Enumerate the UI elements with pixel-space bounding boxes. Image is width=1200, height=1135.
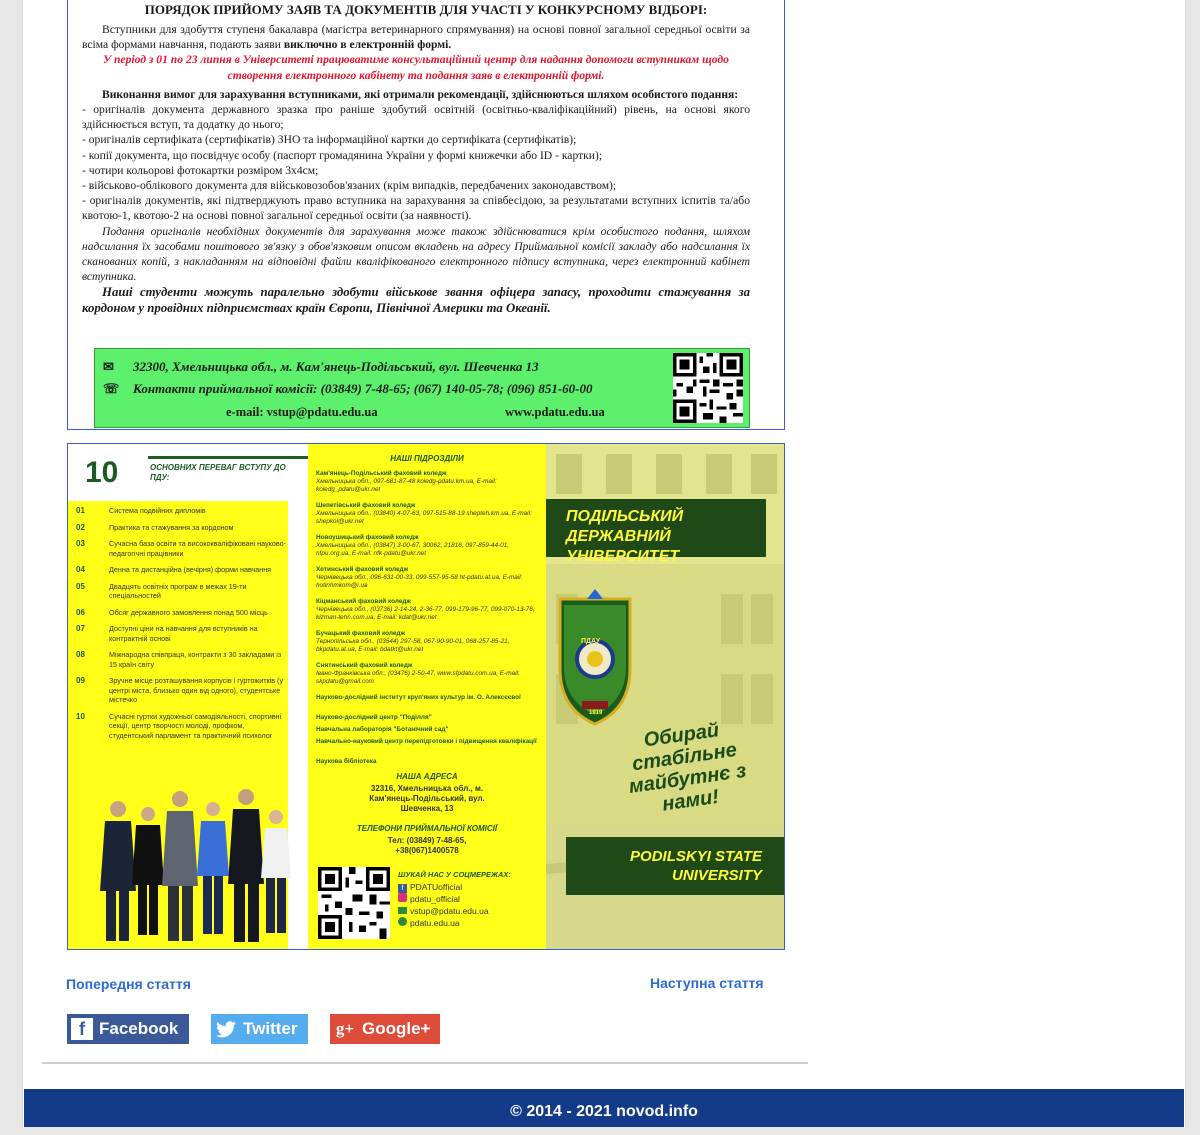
university-name-ua: ПОДІЛЬСЬКИЙ ДЕРЖАВНИЙ УНІВЕРСИТЕТ — [546, 499, 766, 557]
unit-info: Чернівецька обл., 096-631-00-33, 099-557-95-58 ht-pdatu.at.ua, E-mail: hotinhmkom@i.ua — [316, 573, 523, 589]
poster-title: ПОРЯДОК ПРИЙОМУ ЗАЯВ ТА ДОКУМЕНТІВ ДЛЯ УЧАСТІ У КОНКУРСНОМУ ВІДБОРІ: — [144, 2, 708, 17]
advantage-number: 10 — [76, 711, 85, 721]
footer — [24, 1089, 1184, 1127]
poster-doc-list — [82, 102, 750, 224]
advantage-item — [76, 608, 296, 618]
unit-item — [316, 726, 541, 734]
advantage-text: Денна та дистанційна (вечірня) форми навчання — [109, 565, 272, 574]
contacts-line: ☏ Контакти приймальної комісії: (03849) 7-48-65; (067) 140-05-78; (096) 851-60-00 — [103, 381, 593, 396]
advantage-number: 03 — [76, 539, 85, 548]
advantage-text: Зручне місце розташування корпусів і гуртожитків (у центрі міста, близько один від одного), студентське містечко — [109, 676, 284, 704]
qr-code-icon — [673, 353, 743, 423]
unit-item — [316, 630, 541, 653]
twitter-icon — [215, 1018, 237, 1040]
advantage-number: 02 — [76, 522, 85, 532]
phones-title: ТЕЛЕФОНИ ПРИЙМАЛЬНОЇ КОМІСІЇ — [356, 824, 498, 833]
advantage-text: Двадцять освітніх програм в межах 19-ти спеціальностей — [109, 581, 247, 600]
poster-doc-item: - оригіналів документа державного зразка про раніше здобутий освітній (освітньо-кваліфікаційний) рівень, на основі якого здійснюється вступ, та додатку до нього; — [82, 103, 750, 132]
university-name-en: PODILSKYI STATE UNIVERSITY — [566, 837, 784, 895]
units-column — [308, 444, 546, 949]
unit-name: Новоушицький фаховий коледж — [316, 534, 419, 541]
address-text: 32316, Хмельницька обл., м. Кам'янець-Подільський, вул. Шевченка, 13 — [369, 784, 485, 813]
advantage-text: Практика та стажування за кордоном — [109, 522, 234, 532]
advantage-text: Сучасна база освіти та висококваліфіковані науково-педагогічні працівники — [109, 539, 287, 558]
advantage-number: 06 — [76, 607, 85, 617]
advantage-text: Доступні ціни на навчання для вступників на контрактній основі — [109, 624, 258, 643]
poster-paragraph: Вступники для здобуття ступеня бакалавра (магістра ветеринарного спрямування) на основі повної загальної середньої освіти за всіма формами навчання, подають заяви виключно в електронній формі. — [82, 23, 750, 52]
unit-info: Івано-Франківська обл., (03476) 2-50-47, www.sfpdatu.com.ua, E-mail: skpdatu@gmail.com — [316, 669, 520, 685]
unit-name: Хотинський фаховий коледж — [316, 566, 409, 573]
qr-code-icon — [318, 867, 390, 939]
university-emblem — [560, 589, 630, 724]
instagram-icon — [398, 893, 407, 902]
unit-info: Хмельницька обл., (03840) 4-07-63, 097-515-88-19 shepteh.km.ua, E-mail: shepkol@ukr.net — [316, 509, 532, 525]
unit-name: Наукова бібліотека — [316, 758, 377, 765]
unit-info: Хмельницька обл., 097-681-87-48 koledg-pdatu.km.ua, E-mail: koledg_pdatu@ukr.net — [316, 477, 497, 493]
unit-item — [316, 714, 541, 722]
advantages-count: 10 — [85, 456, 119, 489]
unit-name: Бучацький фаховий коледж — [316, 630, 405, 637]
unit-name: Науково-дослідний центр "Поділля" — [316, 714, 432, 721]
advantage-number: 01 — [76, 506, 85, 515]
unit-name: Навчальна лабораторія "Ботанічний сад" — [316, 726, 449, 733]
poster-paragraph-bold: Наші студенти можуть паралельно здобути військове звання офіцера запасу, проходити стажування за кордоном у провідних підприємствах країн Європи, Північної Америки та Океанії. — [82, 285, 750, 316]
previous-article-link[interactable]: Попередня стаття — [66, 976, 191, 992]
poster-doc-item: - оригіналів документів, які підтверджують право вступника на зарахування за співбесідою, за результатами вступних іспитів та/або квотою-1, квотою-2 на основі повної загальної середньої освіти (за наявності). — [82, 194, 750, 223]
advantage-text: Міжнародна співпраця, контракти з 30 закладами із 15 країн світу — [109, 650, 282, 669]
advantage-item — [76, 650, 296, 669]
unit-info: Чернівецька обл., (03736) 2-14-24, 2-36-77, 099-179-96-77, 099-070-13-76, kizman-tehn.com.ua, E-mail: kdat@ukr.net — [316, 605, 535, 621]
social-instagram: pdatu_official — [398, 893, 511, 905]
unit-item — [316, 662, 541, 685]
university-brochure-image — [67, 443, 785, 950]
emblem-label: ПДАУ — [581, 638, 601, 645]
unit-item — [316, 598, 541, 621]
advantage-number: 07 — [76, 624, 85, 633]
unit-info: Тернопільська обл., (03544) 297-58, 067-90-90-01, 068-257-85-21, bkpdatu.at.ua, E-mail: bdatkt@ukr.net — [316, 637, 510, 653]
unit-item — [316, 566, 541, 589]
admission-poster-image — [67, 0, 785, 430]
next-article-link[interactable]: Наступна стаття — [650, 975, 764, 991]
advantage-text: Сучасні гуртки художньої самодіяльності, спортивні секції, центр творчості молоді, профком, студентський парламент та практичний психолог — [109, 711, 282, 740]
unit-name: Кіцманський фаховий коледж — [316, 598, 411, 605]
advantages-column — [68, 444, 308, 949]
advantage-item — [76, 523, 296, 533]
students-photo — [88, 769, 298, 949]
unit-item — [316, 534, 541, 557]
phones-text: Тел: (03849) 7-48-65, +38(067)1400578 — [387, 836, 467, 855]
poster-doc-item: - чотири кольорові фотокартки розміром 3х4см; — [82, 163, 319, 177]
email-text: e-mail: vstup@pdatu.edu.ua — [226, 405, 378, 419]
units-title: НАШІ ПІДРОЗДІЛИ — [390, 454, 464, 463]
poster-doc-item: - оригіналів сертифіката (сертифікатів) ЗНО та інформаційної картки до сертифіката (сертифікатів); — [82, 133, 577, 147]
social-block — [398, 869, 511, 929]
advantage-item — [76, 624, 296, 643]
poster-body — [82, 22, 750, 316]
twitter-share-button[interactable]: Twitter — [211, 1014, 308, 1044]
phone-icon: ☏ — [103, 381, 120, 396]
facebook-icon: f — [71, 1018, 93, 1040]
envelope-icon: ✉ — [103, 359, 114, 374]
web-icon — [398, 917, 407, 926]
advantages-header: ОСНОВНИХ ПЕРЕВАГ ВСТУПУ ДО ПДУ: — [150, 463, 286, 482]
social-web: pdatu.edu.ua — [398, 917, 511, 929]
advantage-number: 08 — [76, 650, 85, 659]
emblem-year: 1919 — [589, 710, 603, 716]
advantage-item — [76, 712, 296, 741]
poster-paragraph: Виконання вимог для зарахування вступниками, які отримали рекомендації, здійснюються шляхом особистого подання: — [102, 87, 739, 101]
advantage-text: Обсяг державного замовлення понад 500 місць — [109, 607, 268, 617]
slogan-text: Обирай стабільне майбутнє з нами! — [627, 719, 748, 816]
unit-name: Навчально-науковий центр перепідготовки і підвищення кваліфікації — [316, 738, 537, 745]
advantage-text: Система подвійних дипломів — [109, 506, 206, 515]
unit-item — [316, 470, 541, 493]
unit-name: Снятинський фаховий коледж — [316, 662, 413, 669]
divider — [148, 456, 308, 459]
unit-name: Кам'янець-Подільський фаховий коледж — [316, 470, 447, 477]
google-plus-share-button[interactable]: g+ Google+ — [330, 1014, 440, 1044]
university-cover-column — [546, 444, 784, 949]
google-plus-icon: g+ — [335, 1019, 355, 1038]
social-facebook: f PDATUofficial — [398, 881, 511, 893]
website-text: www.pdatu.edu.ua — [505, 405, 605, 419]
unit-name: Шепетівський фаховий коледж — [316, 502, 416, 509]
unit-info: Хмельницька обл., (03847) 3-00-67, 30062, 21816, 097-859-44-01, nfpu.org.ua, E-mail: nfk-pdatu@ukr.net — [316, 541, 510, 557]
advantage-item — [76, 565, 296, 575]
advantages-list — [76, 506, 296, 747]
unit-name: Науково-дослідний інститут круп'яних культур ім. О. Алексєєвої — [316, 694, 521, 701]
copyright-text: © 2014 - 2021 novod.info — [510, 1103, 698, 1120]
advantage-number: 09 — [76, 676, 85, 685]
poster-red-notice: У період з 01 по 23 липня в Університеті працюватиме консультаційний центр для надання допомоги вступникам щодо створення електронного кабінету та подання заяв в електронній формі. — [103, 53, 729, 82]
advantage-item — [76, 676, 296, 705]
address-title: НАША АДРЕСА — [396, 772, 458, 781]
social-email: vstup@pdatu.edu.ua — [398, 905, 511, 917]
envelope-icon — [398, 907, 407, 914]
advantage-item — [76, 582, 296, 601]
advantage-item — [76, 506, 296, 516]
poster-doc-item: - копії документа, що посвідчує особу (паспорт громадянина України у формі книжечки або ID - картки); — [82, 148, 603, 162]
advantage-number: 04 — [76, 565, 85, 574]
unit-item — [316, 694, 541, 702]
contact-box — [94, 348, 750, 428]
social-title: ШУКАЙ НАС У СОЦМЕРЕЖАХ: — [398, 870, 511, 879]
poster-paragraph: Подання оригіналів необхідних документів для зарахування може також здійснюватися крім особистого подання, шляхом надсилання їх засобами поштового зв'язку з обов'язковим описом вкладень на адресу Приймальної комісії закладу або надсилання їх сканованих копій, з накладанням на відповідні файли кваліфікованого електронного підпису вступника, через електронний кабінет вступника. — [82, 224, 750, 284]
unit-item — [316, 502, 541, 525]
address-line: ✉ 32300, Хмельницька обл., м. Кам'янець-Подільський, вул. Шевченка 13 — [103, 359, 539, 374]
advantage-item — [76, 539, 296, 558]
unit-item — [316, 758, 541, 766]
advantage-number: 05 — [76, 581, 85, 591]
divider — [42, 1062, 808, 1064]
facebook-share-button[interactable]: f Facebook — [67, 1014, 189, 1044]
facebook-icon: f — [398, 884, 407, 893]
unit-item — [316, 738, 541, 746]
poster-doc-item: - військово-облікового документа для військовозобов'язаних (крім випадків, передбачених законодавством); — [82, 179, 617, 193]
